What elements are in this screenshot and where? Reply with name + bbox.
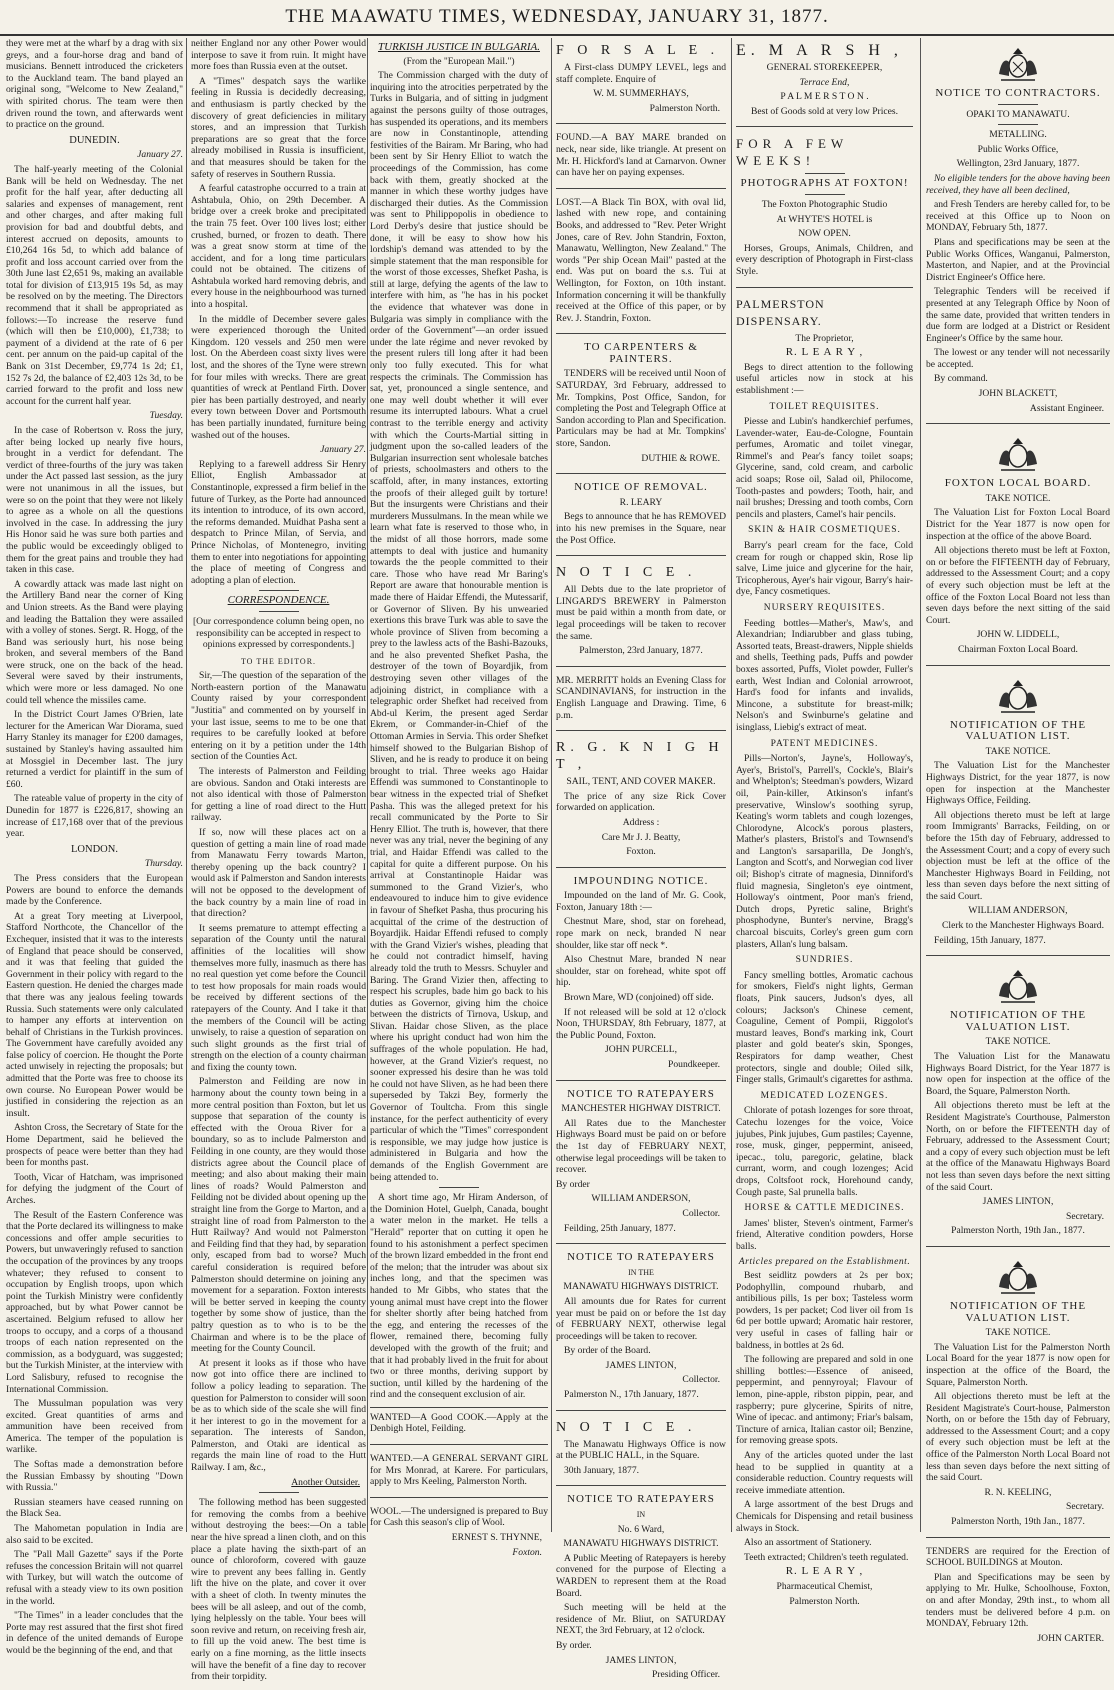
royal-crest-icon — [991, 676, 1045, 716]
advert-by: By command. — [934, 373, 988, 385]
advert-subtitle: TAKE NOTICE. — [985, 1327, 1051, 1339]
advert-text: Plan and Specifications may be seen by applying to Mr. Hulke, Schoolhouse, Foxton, on and after Monday, 29th inst., to whom all tenders must be delivered before 4 p.m. on MONDAY, February 12th. — [926, 1571, 1110, 1630]
advert-title: NOTICE TO RATEPAYERS — [567, 1493, 715, 1506]
advert-text: No eligible tenders for the above having been received, they have all been declined, — [926, 172, 1110, 196]
advert-role: Poundkeeper. — [668, 1059, 720, 1070]
advert-text: A First-class DUMPY LEVEL, legs and staff complete. Enquire of — [556, 62, 726, 85]
advert-text: and Fresh Tenders are hereby called for, to be received at this Office up to Noon on MONDAY, February 5th, 1877. — [926, 199, 1110, 234]
advert-title: NOTIFICATION OF THE VALUATION LIST. — [949, 1299, 1087, 1324]
advert-item: Chestnut Mare, shod, star on forehead, rope mark on neck, branded N near shoulder, like star off neck *. — [556, 916, 726, 951]
advert-text: Impounded on the land of Mr. G. Cook, Foxton, January 18th :— — [556, 890, 726, 913]
divider — [805, 194, 845, 195]
advert-subtitle: MANAWATU HIGHWAYS DISTRICT. — [563, 1538, 719, 1550]
advert-text: Begs to announce that he has REMOVED into his new premises in the Square, near the Post Office. — [556, 511, 726, 546]
advert-place: Foxton. — [626, 846, 656, 858]
advert-date: Palmerston North, 19th Jan., 1877. — [951, 1225, 1085, 1237]
advert-servant — [370, 1449, 548, 1498]
advert-place: Palmerston North. — [649, 102, 720, 114]
advert-dispensary — [736, 292, 913, 1617]
letter-paragraph: At present it looks as if those who have now got into office there are inclined to follow a policy leading to separation. The question for Palmerston to consider will soon be as to which side of the scale she will find it her interest to go in the movement for a separation. The interests of Sandon, Palmerston, and Otaki are identical as regards the main line of road to the Hutt Railway. I am, &c., — [191, 1357, 366, 1474]
dateline: January 27. — [320, 444, 366, 456]
article-paragraph: The Softas made a demonstration before the Russian Embassy by shouting "Down with Russia." — [6, 1459, 183, 1494]
advert-title: NOTICE OF REMOVAL. — [574, 481, 708, 494]
list-body: Chlorate of potash lozenges for sore throat, Catechu lozenges for the voice, Voice jujubes, Pink jujubes, Gum pastiles; Cayenne, rose, musk, ginger, peppermint, aniseed, ipecac., tolu, paregoric, gelatine, black currant, worm, and cough lozenges; Acid drops, Coltsfoot rock, Horehound candy, Cough paste, Sal prunella balls. — [736, 1105, 913, 1198]
advert-signature: JAMES LINTON, — [605, 1654, 677, 1666]
article-paragraph: In the District Court James O'Brien, late lecturer for the American War Diorama, sued Harry Stanley its manager for £200 damages, sustained by Stanley's having assaulted him at Mossgiel in December last. The jury returned a verdict for plaintiff in the sum of £60. — [6, 709, 183, 790]
advert-text: The price of any size Rick Cover forwarded on application. — [556, 790, 726, 814]
letter-heading: TO THE EDITOR. — [240, 656, 317, 666]
article-paragraph: In the case of Robertson v. Ross the jury, after being locked up nearly five hours, brought in a verdict for defendant. The verdict of three-fourths of the jury was taken under the Act passed last session, as the jury were not unanimous in all the issues, but were so on the point that they were not likely to agree as a whole on all the questions involved in the case. In addressing the jury His Honor said he was sure both parties and the public would be exceedingly obliged to them for the great pains and trouble they had taken in this case. — [6, 425, 183, 576]
advert-address: Care Mr J. J. Beatty, — [601, 831, 681, 843]
masthead — [0, 0, 1114, 36]
advert-proprietor: The Proprietor, — [795, 332, 854, 344]
advert-subtitle: TAKE NOTICE. — [985, 1036, 1051, 1048]
advert-carpenters — [556, 338, 726, 474]
advert-office: Public Works Office, — [977, 143, 1059, 155]
advert-text: All objections thereto must be left at the Resident Magistrate's Courthouse, Palmerston North, on or before the FIFTEENTH day of February, addressed to the Assessment Court; and a copy of every such objection must be left at the office of the Manawatu Highways Board not less than seven days before the next sitting of the said Court. — [926, 1100, 1110, 1193]
letter-paragraph: Sir,—The question of the separation of the North-eastern portion of the Manawatu County raised by your correspondent "Justitia" and commented on by yourself in your last issue, seems to me to be one that requires to be carefully looked at before entering on it by a petition under the 14th section of the Counties Act. — [191, 670, 366, 763]
advert-text: Best of Goods sold at very low Prices. — [750, 105, 899, 117]
list-heading: MEDICATED LOZENGES. — [760, 1090, 889, 1101]
column-4 — [556, 38, 726, 1681]
advert-cook — [370, 1407, 548, 1445]
list-body: Piesse and Lubin's handkerchief perfumes, Lavender-water, Eau-de-Cologne, Fountain perfumes, Aromatic and toilet vinegar, Rimmel's and Pear's fancy toilet soaps; Glycerine, sand, cold cream, and carbolic acid soaps; Rose oil, Salad oil, Philocome, Tooth-pastes and powders; Tooth, hair, and nail brushes; Dressing and tooth combs, Corn pencils and plasters, Camel's hair pencils. — [736, 416, 913, 520]
advert-in: IN — [636, 1510, 646, 1520]
advert-title: R. G. K N I G H T , — [556, 740, 724, 773]
advert-role: Pharmaceutical Chemist, — [776, 1580, 873, 1592]
advert-by: By order. — [556, 1639, 592, 1651]
advert-title: FOXTON LOCAL BOARD. — [944, 477, 1092, 490]
divider — [259, 611, 299, 612]
article-paragraph: they were met at the wharf by a drag with six greys, and a four-horse drag and band of musicians. Bennett introduced the cricketers to the Auckland team. The band played an original song, "Welcome to New Zealand," with spirited chorus. The team were then driven round the town, and afterwards went to practice on the ground. — [6, 38, 183, 131]
advert-text: TENDERS will be received until Noon of SATURDAY, 3rd February, addressed to Mr. Tompkins, Post Office, Sandon, for completing the Post and Telegraph Office at Sandon according to Plan and Specification. Particulars may be had at Mr. Tompkins' store, Sandon. — [556, 368, 726, 450]
advert-text: The Valuation List for the Manawatu Highways Board District, for the Year 1877 is now open for inspection at the office of the Board, the Square, Palmerston North. — [926, 1051, 1110, 1097]
advert-found — [556, 128, 726, 188]
article-source: (From the "European Mail.") — [403, 55, 515, 67]
letter-paragraph: The interests of Palmerston and Feilding are obvious. Sandon and Otaki interests are not also identical with those of Palmerston for getting a line of road direct to the Hutt railway. — [191, 766, 366, 824]
list-body: Pills—Norton's, Jayne's, Holloway's, Ayer's, Bristol's, Parrell's, Cockle's, Blair's and Whelpton's; Steedman's powders, Wizard oil, Pain-killer, Atkinson's infant's preservative, Winslow's soothing syrup, Keating's worm tablets and cough lozenges, Chlorodyne, Alcock's porous plasters, Mather's plasters, Bristol's and Townsend's and Langton's sarsaparilla, De Jongh's, Langton and Scott's, and Norwegian cod liver oil; Bishop's citrate of magnesia, Dinniford's fluid magnesia, Singleton's eye ointment, Holloway's ointment, Poor man's friend, Dutch drops, Pyretic saline, Bright's phosphodyne, Bunter's nervine, Bragg's charcoal biscuits, Corley's green gum corn plasters, Allan's lung balsam. — [736, 753, 913, 950]
advert-role: Clerk to the Manchester Highways Board. — [942, 920, 1104, 932]
list-heading: NURSERY REQUISITES. — [763, 603, 886, 613]
advert-title: FOR A FEW WEEKS! — [736, 136, 848, 169]
advert-name: R. LEARY — [619, 496, 663, 508]
advert-signature: JOHN W. LIDDELL, — [976, 629, 1060, 641]
advert-town: P A L M E R S T O N . — [780, 91, 869, 103]
advert-title: NOTICE TO RATEPAYERS — [567, 1087, 715, 1100]
advert-signature: JOHN PURCELL, — [605, 1044, 677, 1056]
article-paragraph: The following method has been suggested for removing the combs from a beehive without destroying the bees:—On a table near the hive spread a linen cloth, and on this place a plate having the sixth-part of an ounce of chloroform, covered with gauze wire to prevent any bees falling in. Gently lift the hive on the plate, and cover it over with a sheet of cloth. In twenty minutes the bees will be all asleep, and out of the comb, lying helplessly on the table. Your bees will soon revive and return, on receiving fresh air, to fill up the void anew. The best time is early on a fine morning, as the little insects will have the benefit of a fine day to recover from their torpidity. — [191, 1497, 366, 1683]
list-heading: PATENT MEDICINES. — [770, 738, 879, 749]
advert-ward: No. 6 Ward, — [617, 1523, 665, 1535]
letter-paragraph: Palmerston and Feilding are now in harmony about the county town being in a more central position than Foxton, but let us suppose that separation of the county is effected with the Oroua River for a boundary, so as to include Palmerston and Feilding in one county, are they would those districts agree about the Council place of meeting; and also about making their main lines of roads? Would Palmerston and Feilding not be divided about opening up the straight line from the Gorge to Marton, and a straight line of road from Palmerston to the Hutt Railway? And would not Palmerston and Feilding find that they had, by separation only, escaped from bad to worse? Much careful consideration is required before Palmerston should determine on joining any movement for a separation. Foxton interests will be better served in keeping the county together by some show of justice, than the paltry question as to who is to be the Chairman and where is to be the place of meeting for the County Council. — [191, 1076, 366, 1355]
advert-title: NOTICE TO RATEPAYERS — [567, 1251, 715, 1264]
article-paragraph: The Press considers that the European Powers are bound to enforce the demands made by the Conference. — [6, 872, 183, 908]
list-heading: TOILET REQUISITES. — [769, 401, 880, 412]
advert-signature: WILLIAM ANDERSON, — [591, 1193, 691, 1205]
column-rule — [186, 38, 187, 1532]
advert-text: WANTED—A Good COOK.—Apply at the Denbigh Hotel, Feilding. — [370, 1411, 548, 1435]
advert-title: N O T I C E . — [556, 565, 697, 581]
divider — [259, 1492, 299, 1493]
article-paragraph: Replying to a farewell address Sir Henry Elliot, English Ambassador at Constantinople, expressed a firm belief in the future of Turkey, as the Porte had announced its intention to introduce, of its own accord, the reforms demanded. Muidhat Pasha sent a despatch to Prince Milan, of Servia, and Prince Nicholas, of Montenegro, inviting them to enter into negotiations for appointing the place of meeting of Congress and adopting a plan of election. — [191, 458, 366, 586]
advert-title: E. M A R S H , — [736, 42, 903, 59]
section-heading-turkish-justice: TURKISH JUSTICE IN BULGARIA. — [378, 41, 540, 53]
article-paragraph: The half-yearly meeting of the Colonial Bank will be held on Wednesday. The net profit for the half year, after deducting all salaries and expenses of management, rent and other charges, and after making full provision for bad and doubtful debts, and interest accrued on deposits, amounts to £10,264 16s 5d, to which add balance of profit and loss account carried over from the 30th June last £2,651 9s, making an available total for division of £13,915 19s 5d, as may be resolved on by the meeting. The Directors recommend that it shall be appropriated as follows:—To increase the reserve fund (which will then be £10,000), £1,738; to payment of a dividend at the rate of 6 per cent. per annum on the paid-up capital of the Bank on 31st December, £9,774 1s 2d; £1, 152 7s 2d, the balance of £2,403 12s 3d, to be carried forward to the profit and loss new account for the current half year. — [6, 163, 183, 407]
advert-date: Palmerston, 23rd January, 1877. — [579, 645, 703, 657]
article-paragraph: neither England nor any other Power would interpose to save it from ruin. It might have more foes than Russia even at the outset. — [191, 38, 366, 73]
advert-role: Secretary. — [1066, 1501, 1104, 1513]
letter-paragraph: If so, now will these places act on a question of getting a main line of road made from Manawatu Ferry towards Marton, thereby opening up the back country? I would ask if Palmerston and Sandon interests will not be opposed to the development of the back country by a main line of road in that direction? — [191, 827, 366, 920]
advert-text: The Valuation List for Foxton Local Board District for the Year 1877 is now open for inspection at the office of the above Board. — [926, 507, 1110, 542]
advert-signature: R. N. KEELING, — [984, 1486, 1052, 1498]
list-heading: SUNDRIES. — [795, 955, 854, 966]
advert-text: Teeth extracted; Children's teeth regulated. — [744, 1551, 909, 1563]
article-paragraph: At a great Tory meeting at Liverpool, Stafford Northcote, the Chancellor of the Exchequer, insisted that it was to the interests of England that peace should be conserved, and it was that feeling that guided the Government in their policy with regard to the Eastern question. He denied the charges made that there was any jealous feeling towards Russia. Such statements were only calculated to hamper any efforts at intervention on behalf of Christians in the Turkish provinces. The Government have carefully avoided any false policy of coercion. He thought the Porte acted unwisely in rejecting the proposals; but admitted that the Porte was free to choose its own course. No European Power would be justified in considering the rejection as an insult. — [6, 910, 183, 1119]
article-paragraph: A cowardly attack was made last night on the Artillery Band near the corner of King and Union streets. As the Band were playing and leading the Battalion they were assailed with a volley of stones. Sergt. R. Hogg, of the Band was seriously hurt, his nose being broken, and several members of the Band were struck, one on the back of the head. Several were saved by their instruments, which were more or less damaged. No one could tell whence the missiles came. — [6, 578, 183, 706]
advert-title: NOTIFICATION OF THE VALUATION LIST. — [949, 1009, 1087, 1033]
advert-signature: JAMES LINTON, — [605, 1359, 677, 1371]
advert-location: At WHYTE'S HOTEL is — [776, 213, 873, 225]
letter-signature: Another Outsider. — [291, 1476, 360, 1488]
advert-role: Assistant Engineer. — [1029, 402, 1104, 414]
section-heading-dunedin: DUNEDIN. — [69, 134, 120, 146]
article-paragraph: Russian steamers have ceased running on the Black Sea. — [6, 1496, 183, 1520]
advert-text: If not released will be sold at 12 o'clock Noon, THURSDAY, 8th February, 1877, at the Public Pound, Foxton. — [556, 1006, 726, 1041]
advert-text: LOST.—A Black Tin BOX, with oval lid, lashed with new rope, and containing Books, and addressed to "Rev. Peter Wright Jones, care of Rev. John Standrin, Foxton, Manawatu, Wellington, New Zealand." The words "Per ship Ocean Mail" pasted at the end. Was put on board the s.s. Tui at Wellington, for Foxton, on 10th instant. Information concerning it will be thankfully received at the Office of this paper, or by Rev. J. Standrin, Foxton. — [556, 196, 726, 324]
dateline: Tuesday. — [149, 410, 183, 422]
advert-manchester-valuation — [926, 670, 1110, 957]
advert-title: F O R S A L E . — [556, 43, 720, 58]
advert-text: MR. MERRITT holds an Evening Class for SCANDINAVIANS, for instruction in the English Language and Drawing. Time, 6 p.m. — [556, 674, 726, 721]
advert-date: Feilding, 15th January, 1877. — [934, 934, 1046, 946]
article-paragraph: The Result of the Eastern Conference was that the Porte declared its willingness to make concessions and offer ample securities to Powers, but unwaveringly refused to sanction the occupation of the provinces by any troops whatever; they refused to consent to occupation by English troops, upon which point the Turkish Ministry were confidently approached, but by what Power cannot be ascertained. Belgium refused to allow her troops to occupy, and a corps of a thousand troops of each nation represented on the commission, as a bodyguard, was suggested; but the Turkish Minister, at the interview with Lord Salisbury, refused to recognise the International Commission. — [6, 1209, 183, 1395]
advert-text: A large assortment of the best Drugs and Chemicals for Dispensing and retail business always in Stock. — [736, 1499, 913, 1534]
list-body: The following are prepared and sold in one shilling bottles:—Essence of aniseed, peppermint, and pennyroyal; Flavour of lemon, pine-apple, ribston pippin, pear, and raspberry; pure glycerine, Spirits of nitre, Wine of ipecac. and antimony; Friar's balsam, Tincture of arnica, Italian castor oil; Benzine, for removing grease spots. — [736, 1354, 913, 1447]
advert-text: WOOL.—The undersigned is prepared to Buy for Cash this season's clip of Wool. — [370, 1505, 548, 1529]
advert-knight — [556, 735, 726, 868]
advert-open: NOW OPEN. — [798, 228, 851, 240]
article-paragraph: "The Times" in a leader concludes that the Porte may rest assured that the first shot fired in defence of the united demands of Europe would be the beginning of the end, and that — [6, 1610, 183, 1656]
dateline: January 27. — [137, 149, 183, 161]
column-1 — [6, 38, 183, 1656]
column-rule — [367, 38, 368, 1532]
advert-text: Plans and specifications may be seen at the Public Works Offices, Wanganui, Palmerston, Masterton, and Napier, and at the Provincial District Engineer's Office here. — [926, 236, 1110, 283]
royal-crest-icon — [991, 966, 1045, 1006]
article-paragraph: The Mussulman population was very excited. Great quantities of arms and ammunition have been received from America. The temper of the population is warlike. — [6, 1398, 183, 1456]
advert-title: NOTIFICATION OF THE VALUATION LIST. — [949, 718, 1087, 743]
column-6 — [926, 38, 1110, 1644]
advert-signature: DUTHIE & ROWE. — [641, 452, 720, 464]
column-rule — [731, 38, 732, 1532]
advert-subtitle: OPAKI TO MANAWATU. — [966, 108, 1070, 120]
royal-crest-icon — [991, 434, 1045, 474]
advert-date: 30th January, 1877. — [564, 1464, 640, 1476]
advert-text: All objections thereto must be left at the Resident Magistrate's Court-house, Palmerston North, on or before the 15th day of February, addressed to the Assessment Court; and a copy of every such objection must be left at the office of the Palmerston North Local Board not less than seven days before the next sitting of the said Court. — [926, 1391, 1110, 1484]
divider — [805, 173, 845, 174]
column-rule — [551, 38, 552, 1532]
advert-date: Feilding, 25th January, 1877. — [564, 1222, 676, 1234]
advert-contractors — [926, 38, 1110, 424]
advert-wool — [370, 1502, 548, 1567]
advert-place: Palmerston North. — [789, 1595, 860, 1607]
article-paragraph: A fearful catastrophe occurred to a train at Ashtabula, Ohio, on 29th December. A bridge over a creek broke and precipitated the train 75 feet. Over 100 lives lost; either crushed, burned, or frozen to death. There was a great snow storm at time of the accident, and for a long time particulars could not be obtained. The citizens of Ashtabula worked hard removing debris, and every house in the neighbourhood was turned into a hospital. — [191, 183, 366, 311]
advert-photographs — [736, 131, 913, 287]
advert-text: A Public Meeting of Ratepayers is hereby convened for the purpose of Electing a WARDEN to represent them at the Road Board. — [556, 1552, 726, 1599]
article-paragraph: Ashton Cross, the Secretary of State for the Home Department, said he believed the prospects of peace were better than they had been for months past. — [6, 1122, 183, 1169]
advert-by: By order — [556, 1178, 590, 1190]
advert-merritt — [556, 671, 726, 731]
advert-title: PALMERSTON DISPENSARY. — [736, 296, 825, 328]
advert-studio: The Foxton Photographic Studio — [761, 198, 888, 210]
advert-for-sale — [556, 38, 726, 124]
advert-role: Collector. — [682, 1207, 720, 1219]
list-heading: SKIN & HAIR COSMETIQUES. — [748, 525, 901, 536]
column-rule — [920, 38, 921, 1532]
advert-role: Chairman Foxton Local Board. — [958, 643, 1078, 655]
advert-subtitle: TAKE NOTICE. — [985, 745, 1051, 757]
article-paragraph: The rateable value of property in the city of Dunedin for 1877 is £226,817, showing an increase of £17,168 over that of the previous year. — [6, 793, 183, 840]
advert-date: Wellington, 23rd January, 1877. — [956, 158, 1080, 170]
article-paragraph: The Mahometan population in India are also said to be excited. — [6, 1523, 183, 1546]
advert-item: Also Chestnut Mare, branded N near shoulder, star on forehead, white spot off hip. — [556, 954, 726, 989]
advert-date: Palmerston North, 19th Jan., 1877. — [951, 1516, 1085, 1528]
advert-subtitle: METALLING. — [989, 129, 1047, 141]
column-5 — [736, 38, 913, 1607]
advert-signature: R. L E A R Y , — [785, 1565, 864, 1578]
list-body: Fancy smelling bottles, Aromatic cachous for smokers, Field's night lights, German floats, Pink saucers, Judson's dyes, all colours; Jackson's Chinese cement, Coaguline, Cement of Pompii, Riggolot's mustard leaves, Bond's marking ink, Court plaster and gold beater's skin, Sponges, Respirators for damp weather, Chest protectors, single and double; Oiled silk, Finger stalls, Grimault's cigarettes for asthma. — [736, 969, 913, 1086]
advert-text: The lowest or any tender will not necessarily be accepted. — [926, 347, 1110, 370]
article-paragraph: The Commission charged with the duty of inquiring into the atrocities perpetrated by the Turks in Bulgaria, and of sitting in judgment against the persons guilty of those outrages, has suspended its operations, and its members are now in Constantinople, attending festivities of the Bairam. Mr Baring, who had been sent by Sir Henry Elliot to watch the proceedings of the Commission, has come back with them, greatly shocked at the manner in which these worthy judges have discharged their duties. As the Commission was sent to Philippopolis in obedience to Lord Derby's desire that justice should be done, it will be easy to show how his lordship's demand was attended to by the simple statement that the man responsible for the worst of those excesses, Shefket Pasha, is still at large, defying the agents of the law to interfere with him, as "he has in his pocket the evidence that whatever was done in Bulgaria was simply in compliance with the order of the Government"—an order issued under the late régime and never revoked by the present rulers till long after it had been only too fully executed. This for what respects the criminals. The Commission has sat, yet, pronounced a single sentence, and one may well doubt whether it will ever resume its interrupted labours. What a cruel contrast to the terrible energy and activity with which the Courts-Martial sitting in judgment upon the so-called leaders of the Bulgarian insurrection sent wholesale batches of priests, schoolmasters and others to the scaffold, after, in many instances, extorting the proofs of their alleged guilt by torture! But the insurgents were Christians and their murderers Mussulmans. In the mean while we learn what fate is reserved to those who, in the midst of all those horrors, made some attempts to deal with justice and humanity towards the the people committed to their care. Those who have read Mr Baring's Report are aware that honourable mention is made there of Haidar Effendi, the Mutessarif, or Governor of Sliven. By his unwearied exertions this brave Turk was able to save the whole province of Sliven from becoming a prey to the lawless acts of the Bashi-Bazouks, and he also prevented Shefket Pasha, the destroyer of the town of Boyardjik, from destroying seven other villages of the adjoining district, in compliance with a telegraphic order Shefket had received from Abd-ul Kerim, the present aged Serdar Ekrem, or Commander-in-Chief of the Ottoman Armies in Servia. This order Shefket himself showed to the Bulgarian Bishop of Sliven, and he is ready to produce it on being brought to trial. Three weeks ago Haidar Effendi was summoned to Constantinople to bear witness in the expected trial of Shefket Pasha. This was the alleged pretext for his recall communicated by the Porte to Sir Henry Elliot. The truth is, however, that there never was any trial, never the begining of any trial, and Haidar Effendi was called to the capital for quite a different purpose. On his arrival at Constantinople Haidar was summoned to the Grand Vizier's, who endeavoured to induce him to give evidence in favour of Shefket Pasha, thus procuring his acquittal of the crime of the destruction of Boyardjik. Haidar Effendi refused to comply with the Grand Vizier's wishes, pleading that he could not contradict himself, having already told the truth to Messrs. Schuyler and Baring. The Grand Vizier then, affecting to respect his scruples, bade him go back to his duties as Governor, giving him the choice between the districts of Tirnova, Uskup, and Slivan. Haidar chose Sliven, as the place where his upright conduct had won him the suffrages of the whole population. He had, however, at the Grand Vizier's request, no sooner expressed his desire than he was told he could not have Sliven, as he had been there superseded by Takzi Bey, formerly the Governor of Toultcha. From this single instance, for the perfect authenticity of every particular of which the "Times" correspondent is responsible, we may judge how justice is administered in Bulgaria and how the demands of the English Government are being attended to. — [370, 70, 548, 1183]
advert-text: Horses, Groups, Animals, Children, and every description of Photograph in First-class Style. — [736, 242, 913, 277]
advert-role: Presiding Officer. — [651, 1669, 720, 1681]
advert-notice-office — [556, 1415, 726, 1487]
article-paragraph: A "Times" despatch says the warlike feeling in Russia is decidedly decreasing, and enthusiasm is partly checked by the discovery of great deficiencies in military stores, and an impression that Turkish preparations are so great that the force already mobilised in Russia is insufficient, and that measures should be taken for the safety of reserves in Southern Russia. — [191, 75, 366, 180]
advert-text: Begs to direct attention to the following useful articles now in stock at his establishment :— — [736, 361, 913, 396]
article-paragraph: A short time ago, Mr Hiram Anderson, of the Dominion Hotel, Guelph, Canada, bought a water melon in the market. He tells a "Herald" reporter that on cutting it open he found to his astonishment a perfect specimen of the brown lizard embedded in the front end of the melon; that the intruder was about six inches long, and that the specimen was handed to Mr Gibbs, who states that the young animal must have crept into the flower for shelter shortly after being hatched from the egg, and entering the recesses of the flower, remained there, becoming fully developed with the growth of the fruit; and that it had probably lived in the fruit for about two or three months, deriving support by suction, until killed by the hardening of the rind and the consequent exclusion of air. — [370, 1192, 548, 1401]
masthead-title: THE MAAWATU TIMES, WEDNESDAY, JANUARY 31, 1877. — [285, 6, 829, 27]
advert-text: TENDERS are required for the Erection of SCHOOL BUILDINGS at Mouton. — [926, 1545, 1110, 1569]
section-heading-correspondence: CORRESPONDENCE. — [227, 594, 330, 607]
advert-subtitle: MANCHESTER HIGHWAY DISTRICT. — [561, 1103, 721, 1115]
advert-text: All amounts due for Rates for current year must be paid on or before the 1st day of FEBRUARY NEXT, otherwise legal proceedings will be taken to recover. — [556, 1295, 726, 1342]
dateline: Thursday. — [144, 858, 183, 870]
article-paragraph: In the middle of December severe gales were experienced thorough the United Kingdom. 120 vessels and 250 men were lost. On the Aberdeen coast sixty lives were lost, and the shores of the Tyne were strewn for four miles with wrecks. There are great quantities of wreck at Pentland Firth. Dover pier has been partially destroyed, and nearly every town between Dover and Portsmouth has been partially inundated, furniture being washed out of the houses. — [191, 313, 366, 441]
advert-date: Palmerston N., 17th January, 1877. — [564, 1389, 699, 1401]
advert-impounding — [556, 872, 726, 1081]
list-heading: HORSE & CATTLE MEDICINES. — [744, 1203, 905, 1214]
royal-crest-icon — [991, 44, 1045, 84]
divider — [439, 1187, 479, 1188]
column-2 — [191, 38, 366, 1683]
advert-signature: JOHN CARTER. — [1037, 1632, 1104, 1644]
advert-text: Such meeting will be held at the residence of Mr. Bliut, on SATURDAY NEXT, the 3rd February, at 12 o'clock. — [556, 1602, 726, 1637]
advert-text: FOUND.—A BAY MARE branded on neck, near side, like triangle. At present on Mr. H. Hickford's land at Carnarvon. Owner can have her on paying expenses. — [556, 132, 726, 179]
advert-signature: JOHN BLACKETT, — [978, 388, 1058, 400]
divider — [998, 124, 1038, 125]
advert-subtitle: MANAWATU HIGHWAYS DISTRICT. — [563, 1281, 719, 1293]
advert-name: R. L E A R Y , — [785, 346, 864, 359]
royal-crest-icon — [991, 1257, 1045, 1297]
list-body: Best seidlitz powders at 2s per box; Podophyllin, compound rhubarb, and antibilious pills, 1s per box; Tasteless worm powders, 1s per packet; Cod liver oil from 1s 6d per bottle upward; Aromatic hair restorer, very useful in cases of falling hair or baldness, in bottles at 2s 6d. — [736, 1270, 913, 1351]
divider — [259, 590, 299, 591]
advert-subtitle: SAIL, TENT, AND COVER MAKER. — [566, 776, 716, 788]
advert-address-label: Address : — [622, 816, 660, 828]
advert-manawatu-valuation — [926, 960, 1110, 1247]
article-paragraph: Tooth, Vicar of Hatcham, was imprisoned for defying the judgment of the Court of Arches. — [6, 1171, 183, 1206]
advert-text: Telegraphic Tenders will be received if presented at any Telegraph Office by Noon of the same date, provided that written tenders in due form are lodged at a District or Resident Engineer's Office by the same hour. — [926, 286, 1110, 344]
advert-role: Collector. — [682, 1374, 720, 1386]
advert-text: The Manawatu Highways Office is now at the PUBLIC HALL, in the Square. — [556, 1438, 726, 1462]
list-body: Feeding bottles—Mather's, Maw's, and Alexandrian; Indiarubber and glass tubing, Assorted teats, Breast-drawers, Nipple shields and shells, Teething pads, Puffs and powder boxes assorted, Puffs, Violet powder, Fuller's earth, West Indian and Colonial arrowroot, Hard's food for infants and invalids, Mincone, a substitute for breast-milk; Nelson's and Swinburne's gelatine and isinglass, Liebig's extract of meat. — [736, 617, 913, 733]
advert-signature: W. M. SUMMERHAYS, — [593, 88, 689, 100]
advert-signature: WILLIAM ANDERSON, — [968, 905, 1068, 917]
advert-text: The Valuation List for the Manchester Highways District, for the year 1877, is now open for inspection at the Manchester Highways Office, Feilding. — [926, 760, 1110, 807]
advert-notice-brewery — [556, 560, 726, 667]
advert-by: By order of the Board. — [564, 1345, 651, 1357]
list-heading: Articles prepared on the Establishment. — [738, 1256, 911, 1268]
advert-school-tenders — [926, 1542, 1110, 1654]
advert-marsh — [736, 38, 913, 127]
advert-removal — [556, 478, 726, 556]
advert-text: All objections thereto must be left at Foxton, on or before the FIFTEENTH day of February, addressed to the Assessment Court; and a copy of every such objection must be left at the office of the Foxton Local Board not less than seven days before the next sitting of the said Court. — [926, 545, 1110, 626]
section-heading-london: LONDON. — [71, 843, 118, 855]
advert-palmerston-valuation — [926, 1251, 1110, 1538]
advert-title: IMPOUNDING NOTICE. — [573, 874, 709, 887]
advert-text: WANTED.—A GENERAL SERVANT GIRL for Mrs Monrad, at Karere. For particulars, apply to Mrs Keeling, Palmerston North. — [370, 1453, 548, 1488]
advert-in: IN THE — [628, 1267, 654, 1277]
advert-signature: JAMES LINTON, — [982, 1196, 1054, 1208]
advert-text: All Debts due to the late proprietor of LINGARD'S BREWERY in Palmerston must be paid within a month from date, or legal proceedings will be taken to recover the same. — [556, 584, 726, 642]
list-body: Barry's pearl cream for the face, Cold cream for rough or chapped skin, Rose lip salve, Lime juice and glycerine for the hair, Tricopherous, Ayer's hair vigour, Barry's hair-dye, Fancy cosmetiques. — [736, 540, 913, 598]
advert-title: NOTICE TO CONTRACTORS. — [935, 87, 1101, 99]
advert-text: All Rates due to the Manchester Highways Board must be paid on or before the 1st day of FEBRUARY NEXT, otherwise legal proceedings will be taken to recover. — [556, 1117, 726, 1176]
advert-ratepayers-ward — [556, 1490, 726, 1689]
advert-subtitle: PHOTOGRAPHS AT FOXTON! — [740, 177, 909, 190]
advert-text: The Valuation List for the Palmerston North Local Board for the year 1877 is now open for inspection at the office of the Board, the Square, Palmerston North. — [926, 1341, 1110, 1388]
editorial-note: [Our correspondence column being open, no responsibility can be accepted in respect to opinions expressed by correspondents.] — [192, 615, 365, 651]
advert-text: Also an assortment of Stationery. — [744, 1537, 872, 1549]
advert-foxton-board — [926, 428, 1110, 665]
advert-role: Secretary. — [1066, 1210, 1104, 1222]
column-3 — [370, 38, 548, 1558]
advert-ratepayers-manchester — [556, 1085, 726, 1245]
advert-title: N O T I C E . — [556, 1419, 697, 1435]
letter-paragraph: It seems premature to attempt effecting a separation of the County until the natural affinities of the localities will show themselves more fully, inasmuch as there has no real question yet come before the Council to test how proposals for main roads would be received by different sections of the ratepayers of the County. And I take it that the members of the Council will be acting unwisely, to raise a question of separation on such slight grounds as the first trial of strength on the election of a county chairman and fixing the county town. — [191, 922, 366, 1073]
advert-text: Any of the articles quoted under the last head to be supplied in quantity at a considerable reduction. Country requests will receive immediate attention. — [736, 1449, 913, 1496]
advert-item: Brown Mare, WD (conjoined) off side. — [564, 992, 714, 1004]
advert-address: Terrace End, — [799, 76, 850, 88]
advert-place: Foxton. — [512, 1546, 542, 1558]
advert-title: TO CARPENTERS & PAINTERS. — [584, 341, 698, 365]
advert-lost — [556, 193, 726, 335]
article-paragraph: The "Pall Mall Gazette" says if the Porte refuses the concession Britain will not quarrel with Turkey, but will watch the outcome of refusal with a steady view to its own position in the world. — [6, 1549, 183, 1607]
advert-signature: ERNEST S. THYNNE, — [451, 1532, 542, 1544]
divider — [998, 104, 1038, 105]
advert-subtitle: GENERAL STOREKEEPER, — [766, 62, 883, 73]
advert-subtitle: TAKE NOTICE. — [985, 492, 1051, 504]
advert-ratepayers-manawatu — [556, 1248, 726, 1411]
advert-text: All objections thereto must be left at large room Immigrants' Barracks, Feilding, on or before the 15th day of February, addressed to the Assessment Court; and a copy of every such objection must be left at the office of the Manchester Highways Board in Feilding, not less than seven days before the next sitting of the said Court. — [926, 809, 1110, 902]
list-body: James' blister, Steven's ointment, Farmer's friend, Alterative condition powders, Horse balls. — [736, 1217, 913, 1252]
